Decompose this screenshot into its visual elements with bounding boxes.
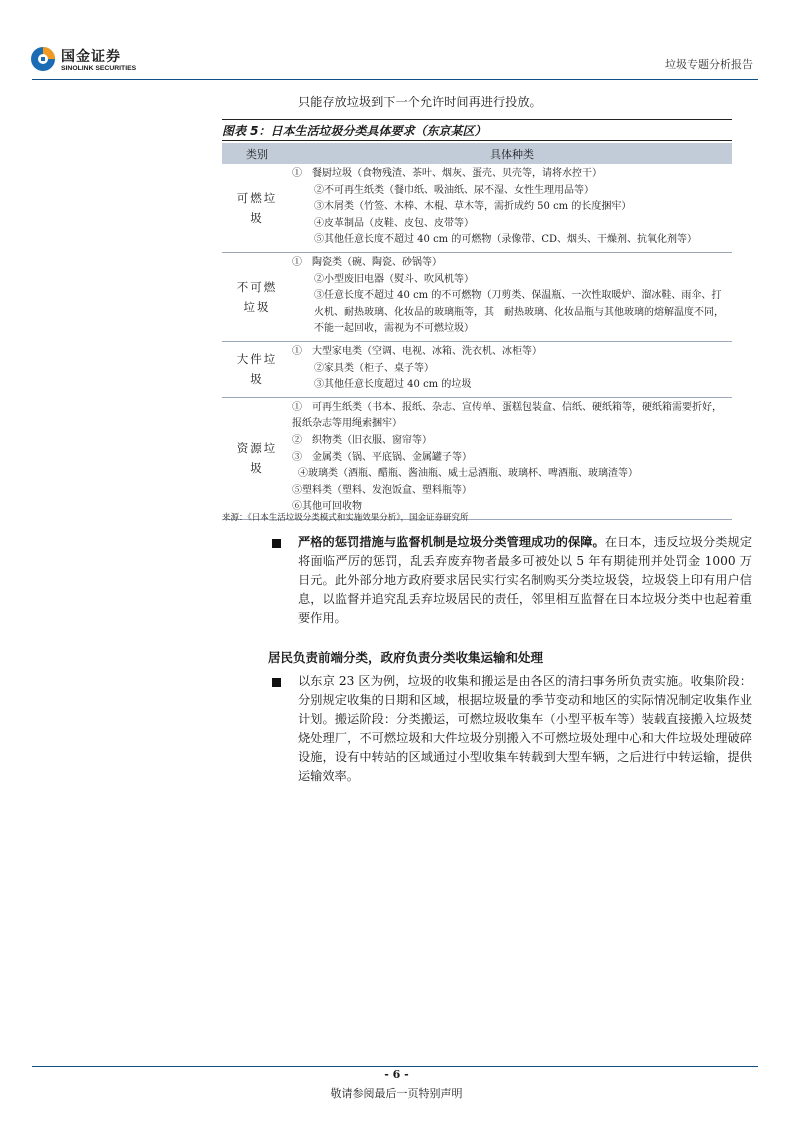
figure-source: 来源：《日本生活垃圾分类模式和实施效果分析》，国金证券研究所: [222, 513, 469, 523]
list-item: ②小型废旧电器（熨斗、吹风机等）: [314, 273, 474, 285]
column-header-category: 类别: [222, 143, 292, 164]
items-cell: [292, 397, 732, 519]
category-cell: [222, 341, 292, 397]
list-item: ⑤塑料类（塑料、发泡饭盒、塑料瓶等）: [292, 484, 472, 496]
footer-disclaimer: 敬请参阅最后一页特别声明: [330, 1087, 463, 1100]
category-cell: [222, 164, 292, 252]
category-label: 大件垃圾: [236, 352, 278, 387]
classification-table: [222, 143, 732, 520]
footer-divider: [32, 1066, 758, 1067]
category-label: 可燃垃圾: [236, 190, 278, 225]
list-item: ③ 金属类（锅、平底锅、金属罐子等）: [292, 451, 472, 463]
figure-top-rule: [222, 119, 732, 120]
logo-chinese-name: 国金证券: [61, 49, 121, 65]
figure-title-rule: [222, 140, 732, 141]
table-row: [222, 252, 732, 341]
table-row: [222, 164, 732, 252]
column-header-items: 具体种类: [292, 143, 732, 164]
header-divider: [32, 79, 758, 80]
sinolink-logo-icon: [30, 46, 56, 72]
category-label: 不可燃垃圾: [236, 279, 278, 314]
items-cell: [292, 164, 732, 252]
page-number: - 6 -: [384, 1068, 409, 1081]
paragraph-penalties: [298, 533, 752, 628]
table-row: [222, 341, 732, 397]
category-cell: [222, 397, 292, 519]
paragraph-lead: 严格的惩罚措施与监督机制是垃圾分类管理成功的保障。: [298, 535, 605, 549]
list-item: ⑤其他任意长度不超过 40 cm 的可燃物（录像带、CD、烟头、干燥剂、抗氧化剂等）: [314, 234, 698, 246]
items-cell: [292, 252, 732, 341]
list-item: ②家具类（柜子、桌子等）: [314, 362, 434, 374]
list-item: ③任意长度不超过 40 cm 的不可燃物（刀剪类、保温瓶、一次性取暖炉、溜冰鞋、雨伞、打火机、耐热玻璃、化妆品的玻璃瓶等，其 耐热玻璃、化妆品瓶与其他玻璃的熔解温度不同，不能一起回收，需视为不可燃垃圾）: [314, 290, 724, 335]
items-cell: [292, 341, 732, 397]
report-title: 垃圾专题分析报告: [665, 58, 753, 71]
list-item: ① 大型家电类（空调、电视、冰箱、洗衣机、冰柜等）: [292, 345, 542, 357]
category-cell: [222, 252, 292, 341]
list-item: ① 陶瓷类（碗、陶瓷、砂锅等）: [292, 256, 442, 268]
list-item: ⑥其他可回收物: [292, 501, 362, 513]
list-item: ① 可再生纸类（书本、报纸、杂志、宣传单、蛋糕包装盒、信纸、硬纸箱等，硬纸箱需要折好，报纸杂志等用绳索捆牢）: [292, 401, 722, 430]
list-item: ②不可再生纸类（餐巾纸、吸油纸、尿不湿、女性生理用品等）: [314, 184, 594, 196]
section-heading: 居民负责前端分类，政府负责分类收集运输和处理: [268, 650, 544, 665]
paragraph-body: 在日本，违反垃圾分类规定将面临严厉的惩罚，乱丢弃废弃物者最多可被处以 5 年有期徒刑并处罚金 1000 万日元。此外部分地方政府要求居民实行实名制购买分类垃圾袋，垃圾袋上印有用户信息，以监督并追究乱丢弃垃圾居民的责任，邻里相互监督在日本垃圾分类中也起着重要作用。: [298, 535, 753, 625]
table-header-row: [222, 143, 732, 164]
list-item: ④皮革制品（皮鞋、皮包、皮带等）: [314, 217, 474, 229]
company-logo: [30, 46, 146, 74]
bullet-square-icon: [272, 539, 281, 548]
page-header: [0, 0, 793, 80]
logo-english-name: SINOLINK SECURITIES: [61, 65, 137, 72]
list-item: ③木屑类（竹签、木棒、木棍、草木等，需折成约 50 cm 的长度捆牢）: [314, 201, 632, 213]
intro-text: 只能存放垃圾到下一个允许时间再进行投放。: [298, 95, 542, 109]
list-item: ① 餐厨垃圾（食物残渣、茶叶、烟灰、蛋壳、贝壳等，请将水控干）: [292, 168, 602, 179]
bullet-square-icon: [272, 678, 281, 687]
list-item: ③其他任意长度超过 40 cm 的垃圾: [314, 379, 472, 391]
paragraph-collection: 以东京 23 区为例，垃圾的收集和搬运是由各区的清扫事务所负责实施。收集阶段：分别规定收集的日期和区域，根据垃圾量的季节变动和地区的实际情况制定收集作业计划。搬运阶段：分类搬运，可燃垃圾收集车（小型平板车等）装载直接搬入垃圾焚烧处理厂，不可燃垃圾和大件垃圾分别搬入不可燃垃圾处理中心和大件垃圾处理破碎设施，设有中转站的区域通过小型收集车转载到大型车辆，之后进行中转运输，提供运输效率。: [298, 674, 752, 783]
list-item: ② 织物类（旧衣服、窗帘等）: [292, 434, 432, 446]
list-item: ④玻璃类（酒瓶、醋瓶、酱油瓶、威士忌酒瓶、玻璃杯、啤酒瓶、玻璃渣等）: [298, 468, 638, 480]
category-label: 资源垃圾: [236, 441, 278, 476]
table-row: [222, 397, 732, 519]
figure-title: 图表 5：日本生活垃圾分类具体要求（东京某区）: [222, 124, 487, 138]
